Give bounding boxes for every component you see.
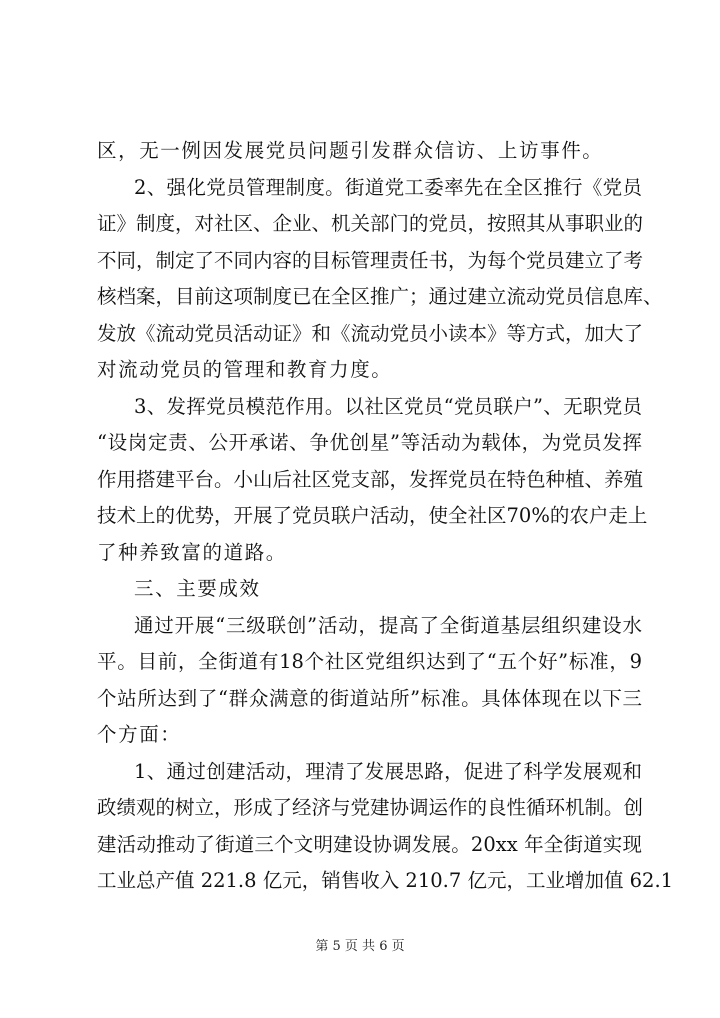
text-line: 工业总产值 221.8 亿元，销售收入 210.7 亿元，工业增加值 62.1: [97, 869, 674, 892]
text-line: 技术上的优势，开展了党员联户活动，使全社区70%的农户走上: [97, 504, 648, 527]
text-line: 通过开展“三级联创”活动，提高了全街道基层组织建设水: [134, 614, 642, 637]
page-number: 第 5 页 共 6 页: [315, 939, 405, 954]
text-line: 个站所达到了“群众满意的街道站所”标准。具体体现在以下三: [97, 687, 642, 710]
text-line: 3、发挥党员模范作用。以社区党员“党员联户”、无职党员: [134, 395, 642, 418]
section-heading: 三、主要成效: [134, 577, 261, 600]
text-line: 个方面：: [97, 723, 182, 746]
text-line: “设岗定责、公开承诺、争优创星”等活动为载体，为党员发挥: [97, 431, 642, 454]
text-line: 发放《流动党员活动证》和《流动党员小读本》等方式，加大了: [97, 322, 644, 345]
text-line: 作用搭建平台。小山后社区党支部，发挥党员在特色种植、养殖: [97, 468, 644, 491]
text-line: 了种养致富的道路。: [97, 541, 287, 564]
text-line: 对流动党员的管理和教育力度。: [97, 358, 393, 381]
text-line: 不同，制定了不同内容的目标管理责任书，为每个党员建立了考: [97, 249, 644, 272]
text-line: 1、通过创建活动，理清了发展思路，促进了科学发展观和: [134, 760, 642, 783]
text-line: 证》制度，对社区、企业、机关部门的党员，按照其从事职业的: [97, 212, 644, 235]
text-line: 平。目前，全街道有18个社区党组织达到了“五个好”标准，9: [97, 650, 642, 673]
text-line: 2、强化党员管理制度。街道党工委率先在全区推行《党员: [134, 176, 642, 199]
text-line: 区，无一例因发展党员问题引发群众信访、上访事件。: [97, 139, 604, 162]
text-line: 核档案，目前这项制度已在全区推广；通过建立流动党员信息库、: [97, 285, 663, 308]
text-line: 政绩观的树立，形成了经济与党建协调运作的良性循环机制。创: [97, 796, 644, 819]
text-line: 建活动推动了街道三个文明建设协调发展。20xx 年全街道实现: [97, 833, 642, 856]
